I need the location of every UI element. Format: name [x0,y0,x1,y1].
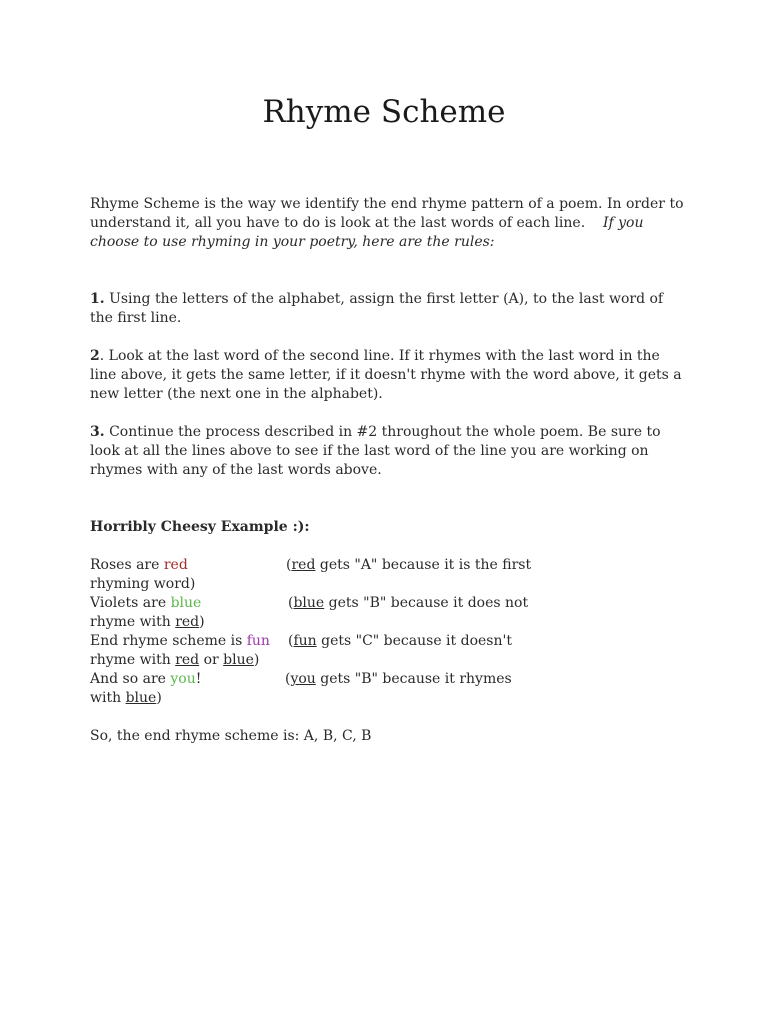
explanation [288,632,512,651]
explanation-text: gets "C" because it doesn't [316,633,512,649]
underlined-word: fun [293,633,317,649]
underlined-word: red [291,557,316,573]
example-line-4 [90,670,686,708]
explanation-continued [90,613,205,632]
poem-line [90,556,188,575]
paren: ( [286,557,292,573]
poem-text: And so are [90,671,171,687]
poem-line [90,670,201,689]
poem-line [90,632,270,651]
explanation-text: rhyme with [90,652,176,668]
example-line-1 [90,556,686,594]
explanation [286,556,531,575]
rhyme-word: blue [170,595,202,611]
rule-text: Continue the process described in #2 throughout the whole poem. Be sure to look at all the lines above to see if the last word of the line you are working on rhymes with any of the last words above. [90,424,661,478]
rule-number: 1. [90,291,105,307]
intro-paragraph [90,195,686,252]
rule-2 [90,347,686,404]
example-line-2 [90,594,686,632]
intro-italic: If you choose to use rhyming in your poetry, here are the rules: [90,215,644,250]
rhyme-word: red [163,557,188,573]
explanation-text: gets "B" because it rhymes [315,671,512,687]
rule-number: 2 [90,348,100,364]
poem-text: End rhyme scheme is [90,633,247,649]
document-body [90,195,686,746]
poem-text: Roses are [90,557,164,573]
rule-number: 3. [90,424,105,440]
poem-text: Violets are [90,595,171,611]
rule-3 [90,423,686,480]
paren: ) [156,690,162,706]
rule-text: . Look at the last word of the second line. If it rhymes with the last word in the line above, it gets the same letter, if it doesn't rhyme with the word above, it gets a new letter (the next one in the alphabet). [90,348,682,402]
underlined-word: red [175,614,200,630]
explanation [285,670,512,689]
page-title: Rhyme Scheme [262,94,506,130]
explanation [288,594,528,613]
explanation-text: or [199,652,224,668]
rhyme-word: you [170,671,196,687]
explanation-text: gets "B" because it does not [324,595,529,611]
conclusion: So, the end rhyme scheme is: A, B, C, B [90,728,372,744]
underlined-word: red [175,652,200,668]
explanation-continued [90,575,195,594]
example-line-3 [90,632,686,670]
underlined-word: you [290,671,316,687]
paren: ( [288,633,294,649]
rhyme-word: fun [246,633,270,649]
rule-text: Using the letters of the alphabet, assign the first letter (A), to the last word of the first line. [90,291,664,326]
explanation-text: rhyme with [90,614,176,630]
underlined-word: blue [293,595,325,611]
underlined-word: blue [223,652,254,668]
explanation-text: rhyming word) [90,576,196,592]
paren: ) [253,652,260,668]
paren: ( [285,671,291,687]
poem-text: ! [195,671,202,687]
explanation-text: with [90,690,126,706]
intro-text: Rhyme Scheme is the way we identify the end rhyme pattern of a poem. In order to understand it, all you have to do is look at the last words of each line. [90,196,684,231]
explanation-continued [90,651,259,670]
paren: ( [288,595,294,611]
example-heading: Horribly Cheesy Example :): [90,519,310,535]
underlined-word: blue [125,690,157,706]
explanation-continued [90,689,162,708]
explanation-text: gets "A" because it is the first [315,557,532,573]
poem-line [90,594,201,613]
rule-1 [90,290,686,328]
paren: ) [199,614,205,630]
